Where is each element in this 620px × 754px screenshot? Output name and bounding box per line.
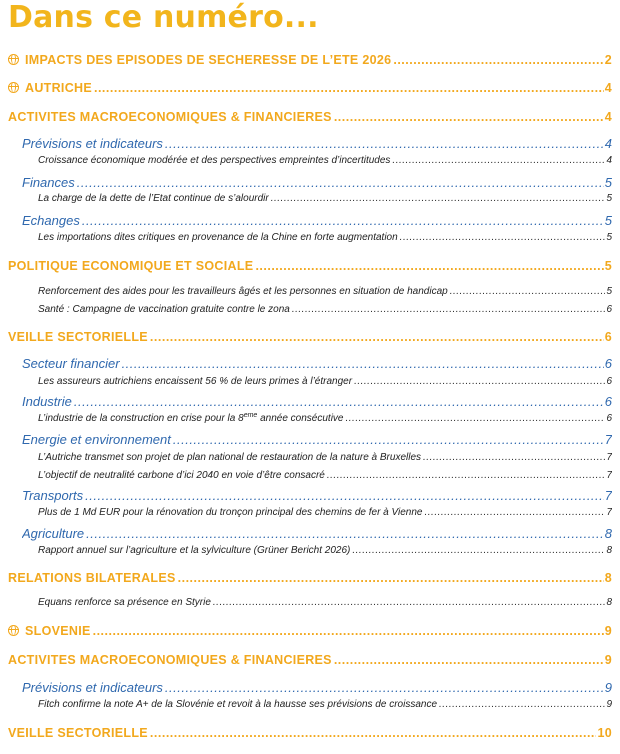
dot-leader <box>94 81 604 95</box>
toc-entry-title: Croissance économique modérée et des perspectives empreintes d’incertitudes <box>38 155 391 166</box>
toc-entry-h1[interactable] <box>8 653 612 667</box>
page-number: 10 <box>597 726 612 740</box>
dot-leader <box>345 413 605 424</box>
toc-entry-title: Equans renforce sa présence en Styrie <box>38 597 211 608</box>
page-number: 7 <box>604 432 612 447</box>
toc-entry-title: Secteur financier <box>22 356 120 371</box>
page-number: 5 <box>606 232 612 243</box>
dot-leader <box>393 53 603 67</box>
toc-entry-h2[interactable] <box>22 680 612 695</box>
page-number: 5 <box>604 259 612 273</box>
page-number: 6 <box>604 394 612 409</box>
dot-leader <box>292 304 606 315</box>
toc-entry-h2[interactable] <box>22 394 612 409</box>
toc-entry-h2[interactable] <box>22 526 612 541</box>
toc-entry-title: RELATIONS BILATERALES <box>8 571 176 585</box>
toc-entry-h2[interactable] <box>22 488 612 503</box>
toc-entry-title: Renforcement des aides pour les travailleurs âgés et les personnes en situation de handicap <box>38 286 448 297</box>
toc-entry-title: La charge de la dette de l’Etat continue de s’alourdir <box>38 193 269 204</box>
page-number: 2 <box>604 53 612 67</box>
toc-entry-h3[interactable] <box>38 507 612 518</box>
dot-leader <box>334 653 604 667</box>
toc-entry-title: Industrie <box>22 394 72 409</box>
toc-entry-h1[interactable] <box>8 53 612 67</box>
toc-entry-h2[interactable] <box>22 432 612 447</box>
toc-entry-title: Prévisions et indicateurs <box>22 680 163 695</box>
toc-entry-h1[interactable] <box>8 81 612 95</box>
dot-leader <box>439 699 605 710</box>
dot-leader <box>82 213 604 228</box>
toc-entry-h3[interactable] <box>38 193 612 204</box>
toc-entry-h3[interactable] <box>38 155 612 166</box>
dot-leader <box>352 545 605 556</box>
toc-entry-h3[interactable] <box>38 597 612 608</box>
toc-entry-h2[interactable] <box>22 175 612 190</box>
dot-leader <box>122 356 604 371</box>
toc-entry-title: Les importations dites critiques en provenance de la Chine en forte augmentation <box>38 232 398 243</box>
page-title: Dans ce numéro... <box>8 0 319 35</box>
globe-icon <box>8 82 19 93</box>
page-number: 4 <box>604 110 612 124</box>
toc-entry-h3[interactable] <box>38 452 612 463</box>
dot-leader <box>85 488 604 503</box>
toc-entry-h3[interactable] <box>38 376 612 387</box>
dot-leader <box>150 330 604 344</box>
toc-entry-title: VEILLE SECTORIELLE <box>8 726 148 740</box>
toc-entry-h3[interactable] <box>38 699 612 710</box>
superscript: ème <box>243 413 258 419</box>
toc-entry-h3[interactable] <box>38 304 612 315</box>
page-number: 8 <box>604 571 612 585</box>
dot-leader <box>93 624 604 638</box>
dot-leader <box>213 597 606 608</box>
dot-leader <box>327 470 606 481</box>
toc-entry-title: Santé : Campagne de vaccination gratuite contre le zona <box>38 304 290 315</box>
page-number: 8 <box>604 526 612 541</box>
page-number: 6 <box>604 330 612 344</box>
toc-entry-title: L’industrie de la construction en crise pour la 8ème année consécutive <box>38 413 344 424</box>
dot-leader <box>165 136 604 151</box>
toc-entry-title: VEILLE SECTORIELLE <box>8 330 148 344</box>
globe-icon <box>8 54 19 65</box>
page-number: 8 <box>606 597 612 608</box>
page-number: 4 <box>606 155 612 166</box>
page-number: 7 <box>606 470 612 481</box>
page-number: 6 <box>606 413 612 424</box>
toc-entry-h3[interactable] <box>38 232 612 243</box>
toc-entry-h1[interactable] <box>8 330 612 344</box>
page-number: 6 <box>606 376 612 387</box>
dot-leader <box>271 193 606 204</box>
toc-entry-title: ACTIVITES MACROECONOMIQUES & FINANCIERES <box>8 653 332 667</box>
toc-entry-title: Plus de 1 Md EUR pour la rénovation du tronçon principal des chemins de fer à Vienne <box>38 507 423 518</box>
toc-entry-title: IMPACTS DES EPISODES DE SECHERESSE DE L’ETE 2026 <box>8 53 391 67</box>
toc-entry-h2[interactable] <box>22 213 612 228</box>
page-number: 9 <box>604 624 612 638</box>
page-number: 9 <box>606 699 612 710</box>
toc-entry-title: Finances <box>22 175 75 190</box>
toc-entry-title: Energie et environnement <box>22 432 171 447</box>
toc-entry-h1[interactable] <box>8 259 612 273</box>
toc-entry-title: AUTRICHE <box>8 81 92 95</box>
page-number: 4 <box>604 81 612 95</box>
toc-entry-title: SLOVENIE <box>8 624 91 638</box>
toc-entry-h1[interactable] <box>8 110 612 124</box>
dot-leader <box>424 507 605 518</box>
dot-leader <box>178 571 604 585</box>
page-number: 5 <box>606 193 612 204</box>
dot-leader <box>86 526 604 541</box>
toc-entry-h3[interactable] <box>38 413 612 424</box>
globe-icon <box>8 625 19 636</box>
toc-entry-title: Fitch confirme la note A+ de la Slovénie et revoit à la hausse ses prévisions de croissance <box>38 699 438 710</box>
toc-entry-h2[interactable] <box>22 356 612 371</box>
dot-leader <box>150 726 597 740</box>
dot-leader <box>173 432 604 447</box>
toc-entry-title: L’Autriche transmet son projet de plan national de restauration de la nature à Bruxelles <box>38 452 422 463</box>
toc-entry-h1[interactable] <box>8 726 612 740</box>
page-number: 7 <box>604 488 612 503</box>
dot-leader <box>450 286 606 297</box>
toc-entry-title: Les assureurs autrichiens encaissent 56 % de leurs primes à l’étranger <box>38 376 353 387</box>
page-number: 5 <box>606 286 612 297</box>
toc-entry-h2[interactable] <box>22 136 612 151</box>
toc-entry-title: L’objectif de neutralité carbone d’ici 2040 en voie d’être consacré <box>38 470 325 481</box>
page-number: 7 <box>606 507 612 518</box>
toc-entry-title: ACTIVITES MACROECONOMIQUES & FINANCIERES <box>8 110 332 124</box>
toc-entry-h1[interactable] <box>8 624 612 638</box>
dot-leader <box>334 110 604 124</box>
page-number: 8 <box>606 545 612 556</box>
page-number: 6 <box>606 304 612 315</box>
dot-leader <box>165 680 604 695</box>
dot-leader <box>354 376 605 387</box>
page-number: 7 <box>606 452 612 463</box>
toc-entry-h3[interactable] <box>38 545 612 556</box>
page-number: 6 <box>604 356 612 371</box>
page-number: 5 <box>604 175 612 190</box>
dot-leader <box>392 155 605 166</box>
page-number: 5 <box>604 213 612 228</box>
toc-entry-title: Echanges <box>22 213 80 228</box>
dot-leader <box>77 175 604 190</box>
page-number: 9 <box>604 680 612 695</box>
toc-entry-h3[interactable] <box>38 470 612 481</box>
toc-entry-title: POLITIQUE ECONOMIQUE ET SOCIALE <box>8 259 254 273</box>
toc-entry-title: Prévisions et indicateurs <box>22 136 163 151</box>
toc-entry-title: Transports <box>22 488 84 503</box>
dot-leader <box>423 452 605 463</box>
dot-leader <box>255 259 603 273</box>
page-number: 9 <box>604 653 612 667</box>
page-number: 4 <box>604 136 612 151</box>
toc-entry-h3[interactable] <box>38 286 612 297</box>
toc-entry-title: Agriculture <box>22 526 85 541</box>
dot-leader <box>74 394 604 409</box>
toc-entry-title: Rapport annuel sur l’agriculture et la sylviculture (Grüner Bericht 2026) <box>38 545 351 556</box>
toc-entry-h1[interactable] <box>8 571 612 585</box>
dot-leader <box>400 232 606 243</box>
